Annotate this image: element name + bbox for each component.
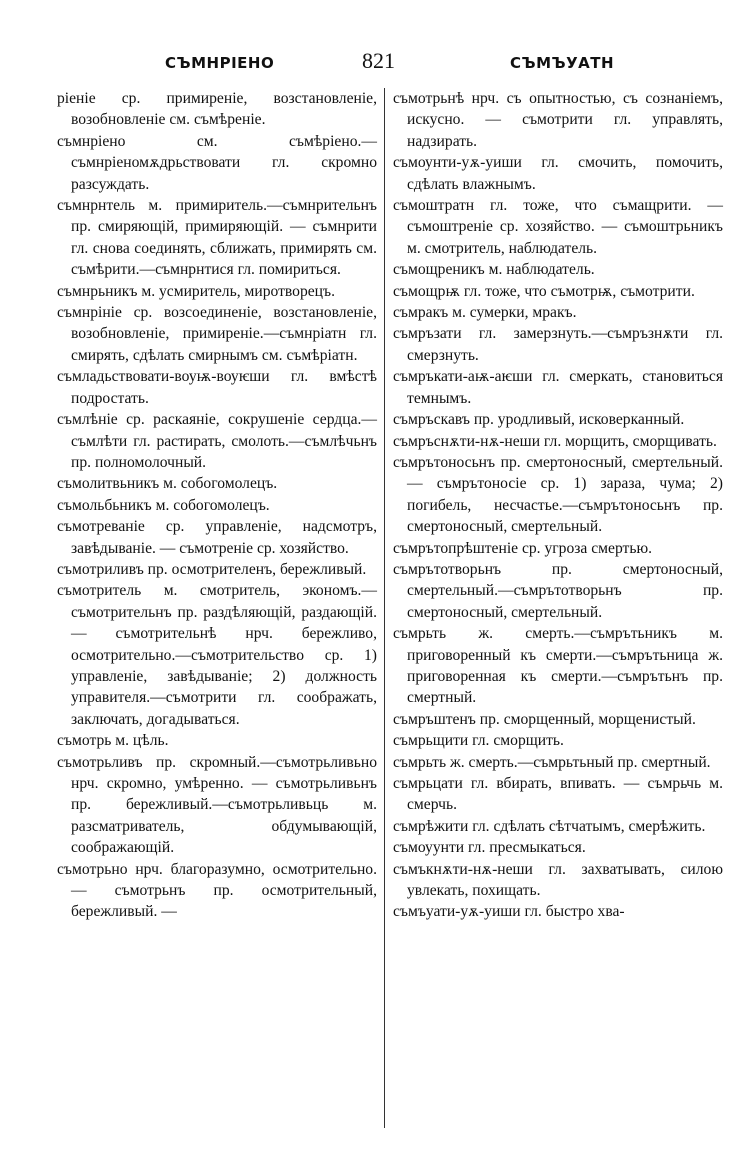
dictionary-entry: съмлѣніе ср. раскаяніе, сокрушеніе сердца.—съмлѣти гл. растирать, смолоть.—съмлѣчьнъ пр. полномолочный.: [57, 411, 377, 471]
dictionary-entry: съмръштенъ пр. сморщенный, морщенистый.: [393, 710, 696, 728]
dictionary-entry: съмрьть ж. смерть.—съмрътьникъ м. приговоренный къ смерти.—съмрътьница ж. приговоренная къ смерти.—съмрътьнъ пр. смертный.: [393, 625, 723, 707]
dictionary-entry: съмръскавъ пр. уродливый, исковерканный.: [393, 411, 685, 429]
dictionary-entry: съмотрьливъ пр. скромный.—съмотрьливьно нрч. скромно, умѣренно. — съмотрьливьнъ пр. бережливый.—съмотрьливьць м. разсматриватель, обдумывающій, соображающій.: [57, 753, 377, 857]
dictionary-entry: съмоунти-уѫ-уиши гл. смочить, помочить, сдѣлать влажнымъ.: [393, 154, 723, 193]
dictionary-entry: съмнрініе ср. возсоединеніе, возстановленіе, возобновленіе, примиреніе.—съмнріатн гл. смирять, сдѣлать смирнымъ см. съмѣріатн.: [57, 304, 377, 364]
dictionary-entry: съмотритель м. смотритель, экономъ.—съмотрительнъ пр. раздѣляющій, раздающій. — съмотрительнѣ нрч. бережливо, осмотрительно.—съмотрительство ср. 1) управленіе, завѣдываніе; 2) должность управителя.—съмотрити гл. соображать, заключать, догадываться.: [57, 582, 377, 728]
running-head-right: СЪМЪУАТН: [510, 54, 615, 72]
page-header: [0, 48, 753, 84]
dictionary-entry: съмнрнтель м. примиритель.—съмнрительнъ пр. смиряющій, примиряющій. — съмнрити гл. снова соединять, сближать, примирять см. съмѣрити.—съмнрнтися гл. помириться.: [57, 197, 377, 279]
dictionary-entry: съмрътоносьнъ пр. смертоносный, смертельный. — съмрътоносіе ср. 1) зараза, чума; 2) погибель, несчастье.—съмрътоносьнъ пр. смертоносный, смертельный.: [393, 453, 723, 536]
dictionary-entry: съмъкнѫти-нѫ-неши гл. захватывать, силою увлекать, похищать.: [393, 860, 723, 900]
dictionary-entry: съмолитвьникъ м. собогомолецъ.: [57, 475, 278, 493]
page-number: 821: [362, 48, 395, 73]
right-column: [393, 88, 723, 923]
dictionary-entry: съмрътотворьнъ пр. смертоносный, смертельный.—съмрътотворьнъ пр. смертоносный, смертельный.: [393, 560, 723, 621]
running-head-left: СЪМНРІЕНО: [165, 54, 275, 72]
dictionary-entry: съмотрьнѣ нрч. съ опытностью, съ сознаніемъ, искусно. — съмотрити гл. управлять, надзирать.: [393, 90, 723, 150]
dictionary-entry: съмотреваніе ср. управленіе, надсмотръ, завѣдываніе. — съмотреніе ср. хозяйство.: [57, 518, 377, 557]
dictionary-entry: съмъуати-уѫ-уиши гл. быстро хва-: [393, 903, 625, 921]
dictionary-entry: съмотрь м. цѣль.: [57, 732, 169, 750]
dictionary-entry: ріеніе ср. примиреніе, возстановленіе, возобновленіе см. съмѣреніе.: [57, 90, 377, 129]
dictionary-entry: съмоштратн гл. тоже, что съмащрити. — съмоштреніе ср. хозяйство. — съмоштрьникъ м. смотритель, наблюдатель.: [393, 197, 723, 257]
dictionary-entry: съмрѣжити гл. сдѣлать сѣтчатымъ, смерѣжить.: [393, 817, 706, 835]
dictionary-entry: съмрътопрѣштеніе ср. угроза смертью.: [393, 539, 653, 557]
left-column: [57, 88, 377, 923]
dictionary-entry: съмотриливъ пр. осмотрителенъ, бережливый.: [57, 560, 367, 578]
dictionary-entry: съмръкати-аѭ-аѥши гл. смеркать, становиться темнымъ.: [393, 368, 723, 407]
dictionary-entry: съмощрѭ гл. тоже, что съмотрѭ, съмотрити.: [393, 282, 695, 300]
dictionary-entry: съмракъ м. сумерки, мракъ.: [393, 304, 577, 322]
column-divider: [384, 88, 385, 1128]
dictionary-entry: съмнрьникъ м. усмиритель, миротворецъ.: [57, 282, 335, 300]
dictionary-entry: съмощреникъ м. наблюдатель.: [393, 261, 595, 279]
dictionary-entry: съмръснѫти-нѫ-неши гл. морщить, сморщивать.: [393, 432, 717, 450]
dictionary-entry: съмольбьникъ м. собогомолецъ.: [57, 496, 270, 514]
dictionary-entry: съмрьщити гл. сморщить.: [393, 732, 564, 750]
dictionary-entry: съмрьть ж. смерть.—съмрьтьный пр. смертный.: [393, 753, 711, 771]
dictionary-entry: съмоуунти гл. пресмыкаться.: [393, 839, 586, 857]
dictionary-entry: съмнріено см. съмѣріено.—съмнріеномѫдрьствовати гл. скромно разсуждать.: [57, 132, 377, 193]
dictionary-entry: съмотрьно нрч. благоразумно, осмотрительно. — съмотрьнъ пр. осмотрительный, бережливый. —: [57, 860, 377, 921]
dictionary-entry: съмрьцати гл. вбирать, впивать. — съмрьчь м. смерчь.: [393, 775, 723, 814]
dictionary-entry: съмладьствовати-воуѭ-воуѥши гл. вмѣстѣ подростать.: [57, 368, 377, 407]
dictionary-entry: съмръзати гл. замерзнуть.—съмръзнѫти гл. смерзнуть.: [393, 325, 723, 364]
